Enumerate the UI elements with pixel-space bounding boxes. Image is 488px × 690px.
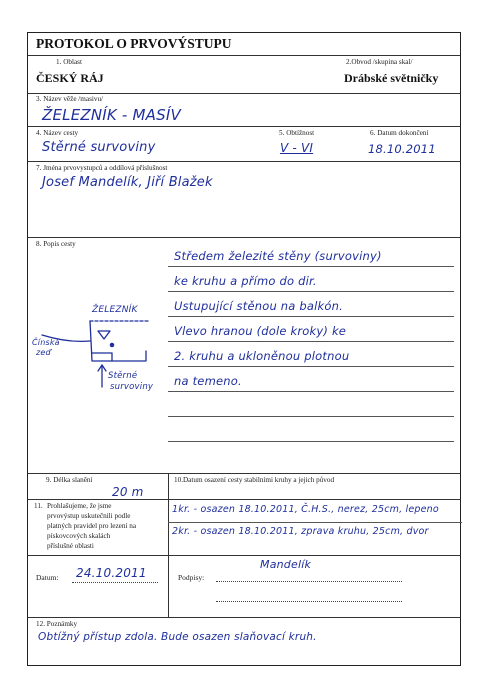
osazeni-line-2: 2kr. - osazen 18.10.2011, zprava kruhu, 25cm, dvor	[172, 526, 429, 537]
sketch-left-note-1: Čínská	[32, 338, 60, 347]
rule-line	[168, 266, 454, 267]
divider	[28, 93, 460, 94]
sketch-route-label-1: Stěrné	[108, 371, 138, 381]
prohlaseni-line-4: pískovcových skalách	[47, 532, 111, 540]
obvod-value: Drábské světničky	[344, 71, 439, 85]
sketch-tower-label: ŽELEZNÍK	[92, 305, 138, 315]
divider	[28, 237, 460, 238]
divider	[28, 617, 460, 618]
vez-label: 3. Název věže /masivu/	[36, 95, 104, 103]
prohlaseni-line-5: příslušné oblasti	[47, 542, 94, 550]
oblast-label: 1. Oblast	[56, 58, 82, 66]
popis-line-4: Vlevo hranou (dole kroky) ke	[174, 324, 347, 338]
sketch-route-label-2: survoviny	[110, 382, 154, 392]
delka-label: 9. Délka slanění	[46, 476, 93, 484]
rule-line	[168, 522, 462, 523]
popis-line-3: Ustupující stěnou na balkón.	[174, 299, 343, 313]
prohlaseni-line-2: prvovýstup uskutečnili podle	[47, 512, 131, 520]
datum-dots	[72, 582, 158, 583]
obvod-label: 2.Obvod /skupina skal/	[346, 58, 413, 66]
rule-line	[168, 341, 454, 342]
rule-line	[168, 416, 454, 417]
podpisy-value: Mandelík	[260, 558, 312, 571]
rule-line	[168, 316, 454, 317]
divider	[28, 499, 460, 500]
rule-line	[168, 441, 454, 442]
protocol-form	[27, 32, 461, 666]
divider	[28, 126, 460, 127]
form-title: PROTOKOL O PRVOVÝSTUPU	[36, 36, 232, 51]
oblast-value: ČESKÝ RÁJ	[36, 71, 104, 85]
datum-dokonceni-label: 6. Datum dokončení	[370, 129, 429, 137]
popis-line-1: Středem železité stěny (survoviny)	[174, 249, 382, 263]
datum-value: 24.10.2011	[76, 566, 147, 580]
podpisy-dots	[216, 581, 402, 582]
poznamky-value: Obtížný přístup zdola. Bude osazen slaňovací kruh.	[38, 631, 317, 643]
divider	[28, 161, 460, 162]
cesta-label: 4. Název cesty	[36, 129, 79, 137]
delka-value: 20 m	[112, 485, 144, 499]
rule-line	[168, 366, 454, 367]
popis-line-5: 2. kruhu a ukloněnou plotnou	[174, 349, 350, 363]
vez-value: ŽELEZNÍK - MASÍV	[42, 106, 181, 124]
podpisy-dots	[216, 601, 402, 602]
prvovystupci-label: 7. Jména prvovystupců a oddílová příslušnost	[36, 164, 168, 172]
poznamky-label: 12. Poznámky	[36, 620, 78, 628]
rule-line	[168, 291, 454, 292]
datum-label: Datum:	[36, 573, 59, 582]
divider	[168, 473, 169, 617]
divider	[28, 555, 460, 556]
prohlaseni-line-3: platných pravidel pro lezení na	[47, 522, 137, 530]
cesta-value: Stěrné survoviny	[42, 140, 156, 155]
obtiznost-label: 5. Obtížnost	[279, 129, 315, 137]
popis-label: 8. Popis cesty	[36, 240, 76, 248]
divider	[28, 473, 460, 474]
sketch-left-note-2: zeď	[36, 348, 51, 357]
osazeni-line-1: 1kr. - osazen 18.10.2011, Č.H.S., nerez, 25cm, lepeno	[172, 504, 439, 515]
popis-line-6: na temeno.	[174, 374, 242, 388]
popis-line-2: ke kruhu a přímo do dir.	[174, 274, 317, 288]
rule-line	[168, 391, 454, 392]
divider	[28, 55, 460, 56]
prvovystupci-value: Josef Mandelík, Jiří Blažek	[42, 175, 213, 190]
obtiznost-value: V - VI	[280, 141, 314, 155]
podpisy-label: Podpisy:	[178, 573, 205, 582]
osazeni-label: 10.Datum osazení cesty stabilními kruhy a jejich původ	[174, 476, 335, 484]
prohlaseni-line-1: Prohlašujeme, že jsme	[47, 502, 112, 510]
prohlaseni-number: 11.	[34, 502, 43, 510]
tower-outline	[90, 321, 146, 361]
datum-dokonceni-value: 18.10.2011	[368, 142, 436, 156]
